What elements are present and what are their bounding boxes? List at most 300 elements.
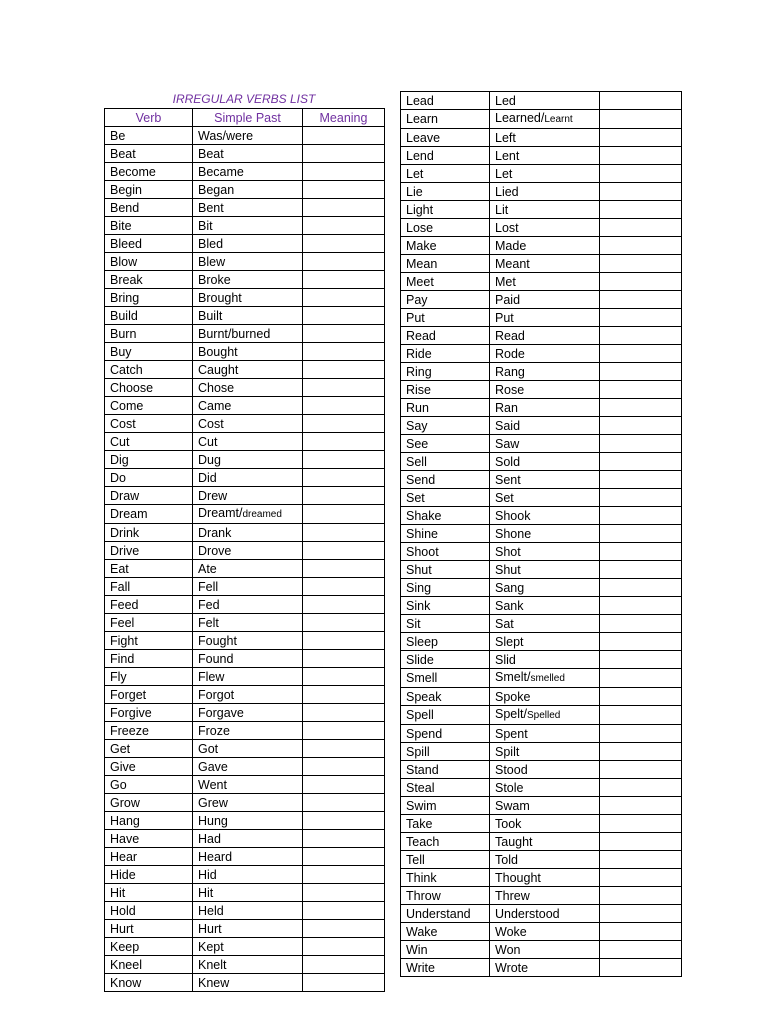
- simple-past-text: Shone: [495, 526, 532, 541]
- table-row: [105, 650, 385, 668]
- simple-past-text: Spilt: [495, 744, 520, 759]
- simple-past-cell: [490, 237, 600, 255]
- simple-past-text: Caught: [198, 362, 239, 377]
- simple-past-cell: [490, 435, 600, 453]
- verb-cell: Set: [401, 489, 490, 507]
- simple-past-cell: [193, 505, 303, 524]
- simple-past-text: Hit: [198, 885, 214, 900]
- table-row: [401, 110, 682, 129]
- meaning-cell: [303, 235, 385, 253]
- simple-past-cell: [193, 235, 303, 253]
- meaning-cell: [600, 833, 682, 851]
- simple-past-cell: [193, 325, 303, 343]
- meaning-cell: [600, 183, 682, 201]
- table-row: [401, 309, 682, 327]
- verb-cell: Understand: [401, 905, 490, 923]
- meaning-cell: [600, 471, 682, 489]
- simple-past-text: Rang: [495, 364, 525, 379]
- table-row: [105, 415, 385, 433]
- verb-cell: Feed: [105, 596, 193, 614]
- verb-cell: Draw: [105, 487, 193, 505]
- table-row: [105, 289, 385, 307]
- table-row: [401, 779, 682, 797]
- verb-cell: Steal: [401, 779, 490, 797]
- verb-cell: Bend: [105, 199, 193, 217]
- table-row: [105, 127, 385, 145]
- simple-past-cell: [490, 309, 600, 327]
- verb-cell: Hang: [105, 812, 193, 830]
- table-row: [401, 941, 682, 959]
- meaning-cell: [600, 797, 682, 815]
- simple-past-text: Paid: [495, 292, 521, 307]
- simple-past-cell: [490, 147, 600, 165]
- simple-past-cell: [193, 542, 303, 560]
- simple-past-cell: [193, 361, 303, 379]
- table-row: [105, 614, 385, 632]
- simple-past-cell: [193, 253, 303, 271]
- simple-past-cell: [193, 127, 303, 145]
- meaning-cell: [600, 959, 682, 977]
- meaning-cell: [303, 812, 385, 830]
- simple-past-cell: [490, 363, 600, 381]
- verb-cell: Lend: [401, 147, 490, 165]
- table-row: [401, 435, 682, 453]
- meaning-cell: [600, 869, 682, 887]
- table-row: [105, 343, 385, 361]
- verb-cell: Learn: [401, 110, 490, 129]
- meaning-cell: [303, 650, 385, 668]
- simple-past-text: Sold: [495, 454, 521, 469]
- table-row: [401, 327, 682, 345]
- meaning-cell: [600, 779, 682, 797]
- simple-past-text: Did: [198, 470, 217, 485]
- verb-cell: Throw: [401, 887, 490, 905]
- meaning-cell: [600, 525, 682, 543]
- verb-cell: Get: [105, 740, 193, 758]
- verb-cell: Beat: [105, 145, 193, 163]
- simple-past-text: Woke: [495, 924, 527, 939]
- meaning-cell: [303, 379, 385, 397]
- verb-cell: Drink: [105, 524, 193, 542]
- table-row: [105, 560, 385, 578]
- verb-cell: Hold: [105, 902, 193, 920]
- simple-past-cell: [490, 110, 600, 129]
- simple-past-text: Forgot: [198, 687, 235, 702]
- table-row: [401, 489, 682, 507]
- simple-past-cell: [490, 471, 600, 489]
- simple-past-text: Came: [198, 398, 232, 413]
- table-row: [401, 743, 682, 761]
- verb-cell: Lose: [401, 219, 490, 237]
- simple-past-text: Fell: [198, 579, 219, 594]
- meaning-cell: [600, 309, 682, 327]
- table-row: [105, 433, 385, 451]
- meaning-cell: [303, 704, 385, 722]
- verb-cell: Burn: [105, 325, 193, 343]
- meaning-cell: [600, 291, 682, 309]
- verb-cell: Teach: [401, 833, 490, 851]
- simple-past-text: Swam: [495, 798, 530, 813]
- simple-past-text: Drove: [198, 543, 232, 558]
- verb-cell: Spill: [401, 743, 490, 761]
- simple-past-text: Grew: [198, 795, 228, 810]
- meaning-cell: [303, 127, 385, 145]
- simple-past-text: Bit: [198, 218, 213, 233]
- meaning-cell: [303, 866, 385, 884]
- verb-cell: Shoot: [401, 543, 490, 561]
- verb-cell: Mean: [401, 255, 490, 273]
- simple-past-text: Found: [198, 651, 234, 666]
- table-row: [401, 815, 682, 833]
- meaning-cell: [600, 615, 682, 633]
- simple-past-text: Held: [198, 903, 224, 918]
- verb-cell: Spell: [401, 706, 490, 725]
- simple-past-text: Heard: [198, 849, 233, 864]
- simple-past-text: Flew: [198, 669, 225, 684]
- verb-cell: Hit: [105, 884, 193, 902]
- simple-past-cell: [193, 343, 303, 361]
- simple-past-cell: [490, 669, 600, 688]
- simple-past-cell: [490, 92, 600, 110]
- simple-past-cell: [490, 129, 600, 147]
- simple-past-text: Put: [495, 310, 514, 325]
- table-row: [401, 688, 682, 706]
- table-row: [105, 199, 385, 217]
- verb-cell: Sing: [401, 579, 490, 597]
- simple-past-cell: [193, 632, 303, 650]
- simple-past-cell: [193, 722, 303, 740]
- simple-past-cell: [193, 397, 303, 415]
- verb-cell: Give: [105, 758, 193, 776]
- verb-cell: Ride: [401, 345, 490, 363]
- meaning-cell: [303, 722, 385, 740]
- simple-past-text: Drew: [198, 488, 228, 503]
- simple-past-text: Felt: [198, 615, 219, 630]
- table-row: [105, 866, 385, 884]
- meaning-cell: [303, 487, 385, 505]
- meaning-cell: [303, 325, 385, 343]
- table-row: [105, 668, 385, 686]
- simple-past-cell: [193, 217, 303, 235]
- meaning-cell: [600, 706, 682, 725]
- simple-past-cell: [193, 884, 303, 902]
- meaning-cell: [303, 505, 385, 524]
- simple-past-cell: [193, 596, 303, 614]
- simple-past-text: Ran: [495, 400, 518, 415]
- meaning-cell: [303, 596, 385, 614]
- table-row: [401, 797, 682, 815]
- simple-past-text: Set: [495, 490, 514, 505]
- verb-cell: Dig: [105, 451, 193, 469]
- verb-cell: Freeze: [105, 722, 193, 740]
- simple-past-text: Was/were: [198, 128, 254, 143]
- verb-cell: Smell: [401, 669, 490, 688]
- table-row: [105, 776, 385, 794]
- meaning-cell: [600, 201, 682, 219]
- meaning-cell: [600, 327, 682, 345]
- simple-past-text: Led: [495, 93, 516, 108]
- meaning-cell: [303, 145, 385, 163]
- meaning-cell: [303, 343, 385, 361]
- table-row: [401, 869, 682, 887]
- meaning-cell: [303, 830, 385, 848]
- simple-past-text: Spelt/: [495, 707, 527, 721]
- verb-cell: Sell: [401, 453, 490, 471]
- table-row: [105, 325, 385, 343]
- simple-past-cell: [490, 183, 600, 201]
- simple-past-cell: [193, 758, 303, 776]
- simple-past-cell: [193, 686, 303, 704]
- simple-past-text: Dreamt/: [198, 506, 243, 520]
- simple-past-cell: [490, 579, 600, 597]
- verb-cell: Sit: [401, 615, 490, 633]
- verb-cell: Run: [401, 399, 490, 417]
- verb-cell: Know: [105, 974, 193, 992]
- meaning-cell: [303, 217, 385, 235]
- meaning-cell: [600, 743, 682, 761]
- simple-past-text: Knew: [198, 975, 230, 990]
- simple-past-cell: [193, 956, 303, 974]
- table-row: [401, 543, 682, 561]
- verb-cell: Make: [401, 237, 490, 255]
- simple-past-text: Spoke: [495, 689, 531, 704]
- meaning-cell: [600, 129, 682, 147]
- table-row: [105, 163, 385, 181]
- meaning-cell: [600, 147, 682, 165]
- table-row: [105, 361, 385, 379]
- verb-cell: Begin: [105, 181, 193, 199]
- verb-cell: Cost: [105, 415, 193, 433]
- simple-past-text: Ate: [198, 561, 217, 576]
- verb-cell: Cut: [105, 433, 193, 451]
- verb-cell: Do: [105, 469, 193, 487]
- simple-past-text: Met: [495, 274, 516, 289]
- verb-cell: Say: [401, 417, 490, 435]
- simple-past-cell: [193, 451, 303, 469]
- verb-cell: Rise: [401, 381, 490, 399]
- simple-past-text: Became: [198, 164, 244, 179]
- table-row: [105, 794, 385, 812]
- meaning-cell: [303, 956, 385, 974]
- verbs-table-left: [104, 108, 385, 992]
- verb-cell: Eat: [105, 560, 193, 578]
- meaning-cell: [600, 941, 682, 959]
- table-row: [401, 183, 682, 201]
- simple-past-text: Began: [198, 182, 235, 197]
- meaning-cell: [600, 381, 682, 399]
- simple-past-cell: [490, 345, 600, 363]
- simple-past-cell: [193, 433, 303, 451]
- verb-cell: Forgive: [105, 704, 193, 722]
- simple-past-cell: [490, 905, 600, 923]
- simple-past-cell: [490, 525, 600, 543]
- simple-past-cell: [193, 379, 303, 397]
- table-row: [401, 381, 682, 399]
- table-row: [401, 92, 682, 110]
- simple-past-cell: [193, 668, 303, 686]
- simple-past-text: Stole: [495, 780, 524, 795]
- simple-past-text: Forgave: [198, 705, 244, 720]
- meaning-cell: [303, 451, 385, 469]
- verb-cell: Catch: [105, 361, 193, 379]
- verb-cell: Hurt: [105, 920, 193, 938]
- verb-cell: Lead: [401, 92, 490, 110]
- verb-cell: Ring: [401, 363, 490, 381]
- meaning-cell: [303, 560, 385, 578]
- meaning-cell: [303, 920, 385, 938]
- simple-past-text: Sank: [495, 598, 524, 613]
- simple-past-cell: [490, 815, 600, 833]
- table-row: [105, 181, 385, 199]
- meaning-cell: [600, 561, 682, 579]
- simple-past-cell: [490, 417, 600, 435]
- simple-past-cell: [490, 869, 600, 887]
- simple-past-cell: [193, 560, 303, 578]
- simple-past-cell: [490, 255, 600, 273]
- simple-past-cell: [490, 219, 600, 237]
- table-row: [401, 597, 682, 615]
- meaning-cell: [303, 524, 385, 542]
- table-row: [105, 487, 385, 505]
- simple-past-text: Rode: [495, 346, 525, 361]
- verb-cell: Forget: [105, 686, 193, 704]
- simple-past-cell: [490, 851, 600, 869]
- verb-cell: Break: [105, 271, 193, 289]
- meaning-cell: [600, 165, 682, 183]
- verb-cell: Find: [105, 650, 193, 668]
- table-row: [105, 145, 385, 163]
- simple-past-text: Gave: [198, 759, 228, 774]
- simple-past-text: Smelt/: [495, 670, 531, 684]
- table-row: [401, 579, 682, 597]
- meaning-cell: [600, 489, 682, 507]
- table-row: [105, 253, 385, 271]
- verb-cell: Speak: [401, 688, 490, 706]
- simple-past-alt-text: dreamed: [242, 509, 282, 520]
- simple-past-text: Sang: [495, 580, 525, 595]
- simple-past-cell: [193, 920, 303, 938]
- table-row: [401, 615, 682, 633]
- verb-cell: Be: [105, 127, 193, 145]
- table-row: [105, 704, 385, 722]
- simple-past-cell: [490, 651, 600, 669]
- table-row: [401, 923, 682, 941]
- meaning-cell: [600, 453, 682, 471]
- simple-past-text: Slept: [495, 634, 524, 649]
- simple-past-cell: [193, 145, 303, 163]
- verb-cell: Put: [401, 309, 490, 327]
- simple-past-text: Cost: [198, 416, 224, 431]
- meaning-cell: [303, 542, 385, 560]
- simple-past-cell: [490, 489, 600, 507]
- simple-past-text: Cut: [198, 434, 218, 449]
- meaning-cell: [600, 110, 682, 129]
- meaning-cell: [600, 507, 682, 525]
- simple-past-cell: [193, 830, 303, 848]
- verb-cell: Win: [401, 941, 490, 959]
- table-row: [401, 291, 682, 309]
- simple-past-text: Got: [198, 741, 219, 756]
- meaning-cell: [303, 740, 385, 758]
- table-row: [105, 830, 385, 848]
- simple-past-text: Shut: [495, 562, 521, 577]
- meaning-cell: [600, 399, 682, 417]
- simple-past-text: Won: [495, 942, 521, 957]
- meaning-column-header: Meaning: [303, 109, 385, 127]
- simple-past-text: Brought: [198, 290, 242, 305]
- simple-past-column-header: Simple Past: [193, 109, 303, 127]
- simple-past-text: Saw: [495, 436, 520, 451]
- table-row: [401, 507, 682, 525]
- simple-past-text: Bought: [198, 344, 238, 359]
- meaning-cell: [600, 887, 682, 905]
- meaning-cell: [600, 633, 682, 651]
- simple-past-cell: [193, 181, 303, 199]
- verb-cell: Kneel: [105, 956, 193, 974]
- simple-past-text: Shot: [495, 544, 521, 559]
- verb-cell: Have: [105, 830, 193, 848]
- simple-past-cell: [490, 706, 600, 725]
- verb-cell: Bring: [105, 289, 193, 307]
- verbs-table-right: [400, 91, 682, 977]
- simple-past-text: Sent: [495, 472, 521, 487]
- simple-past-text: Bent: [198, 200, 224, 215]
- simple-past-text: Kept: [198, 939, 224, 954]
- simple-past-cell: [193, 974, 303, 992]
- table-row: [401, 905, 682, 923]
- table-row: [105, 271, 385, 289]
- table-row: [105, 524, 385, 542]
- table-row: [401, 273, 682, 291]
- verb-cell: Build: [105, 307, 193, 325]
- simple-past-cell: [490, 761, 600, 779]
- table-row: [401, 561, 682, 579]
- simple-past-cell: [193, 614, 303, 632]
- simple-past-cell: [490, 507, 600, 525]
- table-row: [105, 848, 385, 866]
- simple-past-text: Sat: [495, 616, 514, 631]
- table-row: [105, 451, 385, 469]
- simple-past-cell: [193, 776, 303, 794]
- meaning-cell: [303, 361, 385, 379]
- simple-past-text: Shook: [495, 508, 531, 523]
- simple-past-cell: [193, 938, 303, 956]
- verb-cell: Feel: [105, 614, 193, 632]
- verb-cell: Take: [401, 815, 490, 833]
- simple-past-alt-text: Spelled: [526, 710, 561, 721]
- simple-past-cell: [490, 291, 600, 309]
- meaning-cell: [600, 363, 682, 381]
- meaning-cell: [600, 597, 682, 615]
- table-row: [401, 887, 682, 905]
- table-row: [105, 542, 385, 560]
- meaning-cell: [600, 851, 682, 869]
- verb-column-header: Verb: [105, 109, 193, 127]
- meaning-cell: [303, 433, 385, 451]
- simple-past-cell: [193, 469, 303, 487]
- verb-cell: Swim: [401, 797, 490, 815]
- table-row: [401, 255, 682, 273]
- meaning-cell: [303, 794, 385, 812]
- meaning-cell: [600, 688, 682, 706]
- table-row: [401, 725, 682, 743]
- simple-past-text: Hung: [198, 813, 228, 828]
- table-row: [105, 217, 385, 235]
- table-row: [105, 578, 385, 596]
- verb-cell: Shut: [401, 561, 490, 579]
- table-row: [401, 669, 682, 688]
- simple-past-cell: [193, 740, 303, 758]
